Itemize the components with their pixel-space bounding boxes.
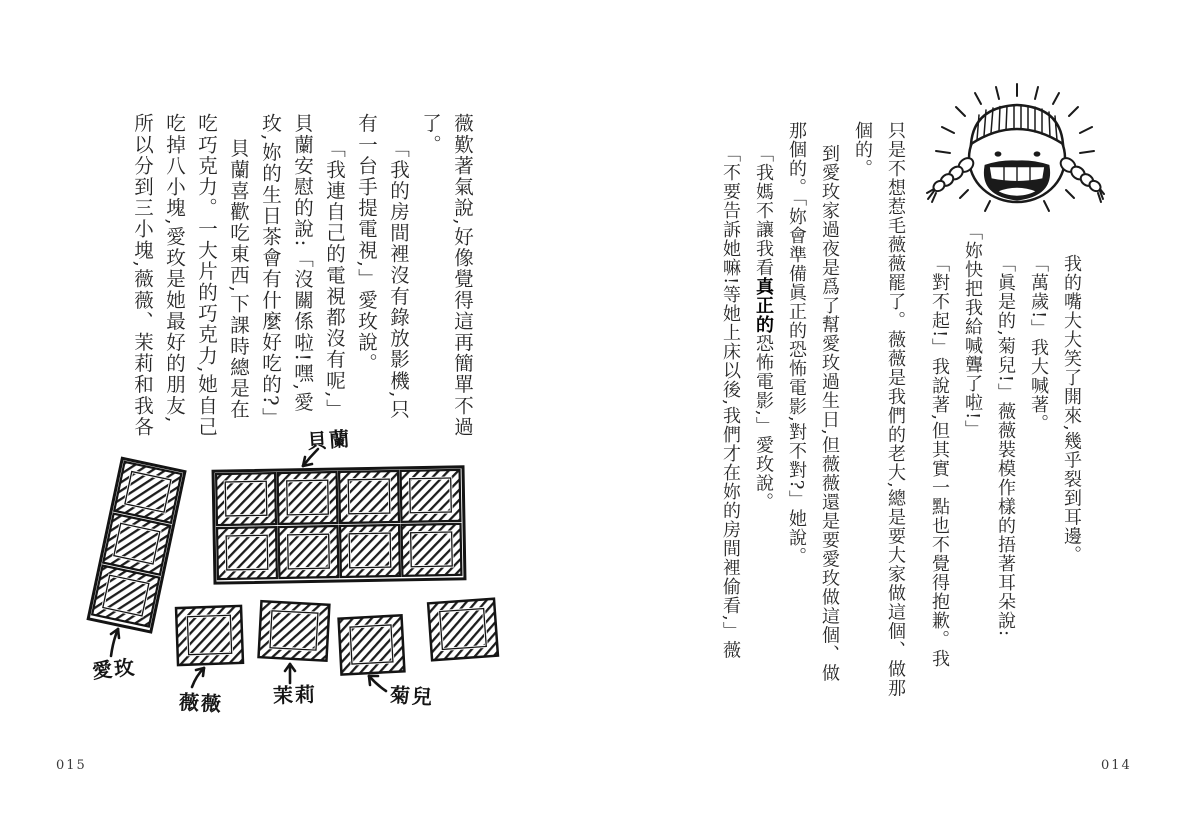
text-column: 到愛玫家過夜是爲了幫愛玫過生日,但薇薇還是要愛玫做這個、做 (819, 144, 840, 684)
arrow-to-weiwei-piece (192, 668, 204, 687)
text-column: 吃巧克力。一大片的巧克力,她自己 (195, 113, 218, 438)
chocolate-label-juer: 菊兒 (389, 682, 435, 710)
arrow-to-juer-piece (369, 676, 386, 691)
text-column (747, 121, 780, 721)
chocolate-label-moli: 茉莉 (272, 682, 318, 708)
chocolate-piece-moli (259, 601, 330, 660)
girl-left-braid (927, 155, 976, 202)
text-column: 「不要告訴她嘛!等她上床以後,我們才在妳的房間裡偷看,」薇 (720, 144, 741, 661)
laughing-girl-illustration (925, 78, 1105, 220)
text-run: 「我媽不讓我看 (753, 144, 774, 278)
text-column: 那個的。「妳會準備眞正的恐怖電影,對不對?」她說。 (786, 121, 807, 567)
girl-left-eye (995, 151, 1002, 156)
chocolate-label-aimei: 愛玫 (91, 654, 138, 684)
chocolate-label-weiwei: 薇薇 (178, 689, 224, 717)
chocolate-piece-extra (428, 599, 498, 660)
chocolate-bar-belan (213, 467, 465, 583)
chocolate-piece-weiwei (176, 606, 243, 665)
text-column: 有一台手提電視,」愛玫說。 (355, 113, 378, 374)
bold-text-run: 真正的 (753, 277, 774, 335)
text-column: 只是不想惹毛薇薇罷了。薇薇是我們的老大,總是要大家做這個、做那 (885, 121, 906, 698)
text-column: 吃掉八小塊,愛玫是她最好的朋友, (163, 113, 186, 424)
text-column: 所以分到三小塊,薇薇、茉莉和我各 (131, 113, 154, 438)
text-column: 「我連自己的電視都沒有呢,」 (323, 138, 346, 421)
right-text-block-main (714, 121, 912, 721)
page-number-left: 015 (56, 758, 87, 773)
chocolate-piece-juer (339, 615, 405, 674)
right-text-block-upper (923, 222, 1088, 700)
page-number-right: 014 (1101, 758, 1132, 773)
text-column: 「妳快把我給喊聾了啦!」 (962, 222, 983, 440)
text-column: 「萬歲!」我大喊著。 (1028, 254, 1049, 434)
text-column: 了。 (419, 113, 442, 156)
girl-right-braid (1058, 155, 1104, 202)
text-column: 「對不起!」我說著,但其實一點也不覺得抱歉。我 (929, 254, 950, 669)
text-run: 恐怖電影,」愛玫說。 (753, 334, 774, 513)
text-column: 貝蘭安慰的說:「沒關係啦!嘿,愛 (291, 113, 314, 413)
girl-right-eye (1034, 151, 1041, 156)
chocolate-bar-aimei (88, 458, 185, 632)
text-column: 貝蘭喜歡吃東西,下課時總是在 (227, 138, 250, 421)
text-column: 個的。 (852, 121, 873, 178)
girl-laughing-mouth (985, 162, 1048, 199)
text-column: 我的嘴大大笑了開來,幾乎裂到耳邊。 (1061, 254, 1082, 566)
text-column: 「眞是的,菊兒!」薇薇裝模作樣的捂著耳朵說: (995, 254, 1016, 638)
text-column: 「我的房間裡沒有錄放影機,只 (387, 138, 410, 421)
text-column: 薇歎著氣說,好像覺得這再簡單不過 (451, 113, 474, 438)
text-column: 玫,妳的生日茶會有什麼好吃的?」 (259, 113, 282, 429)
chocolate-label-belan: 貝蘭 (306, 426, 352, 454)
